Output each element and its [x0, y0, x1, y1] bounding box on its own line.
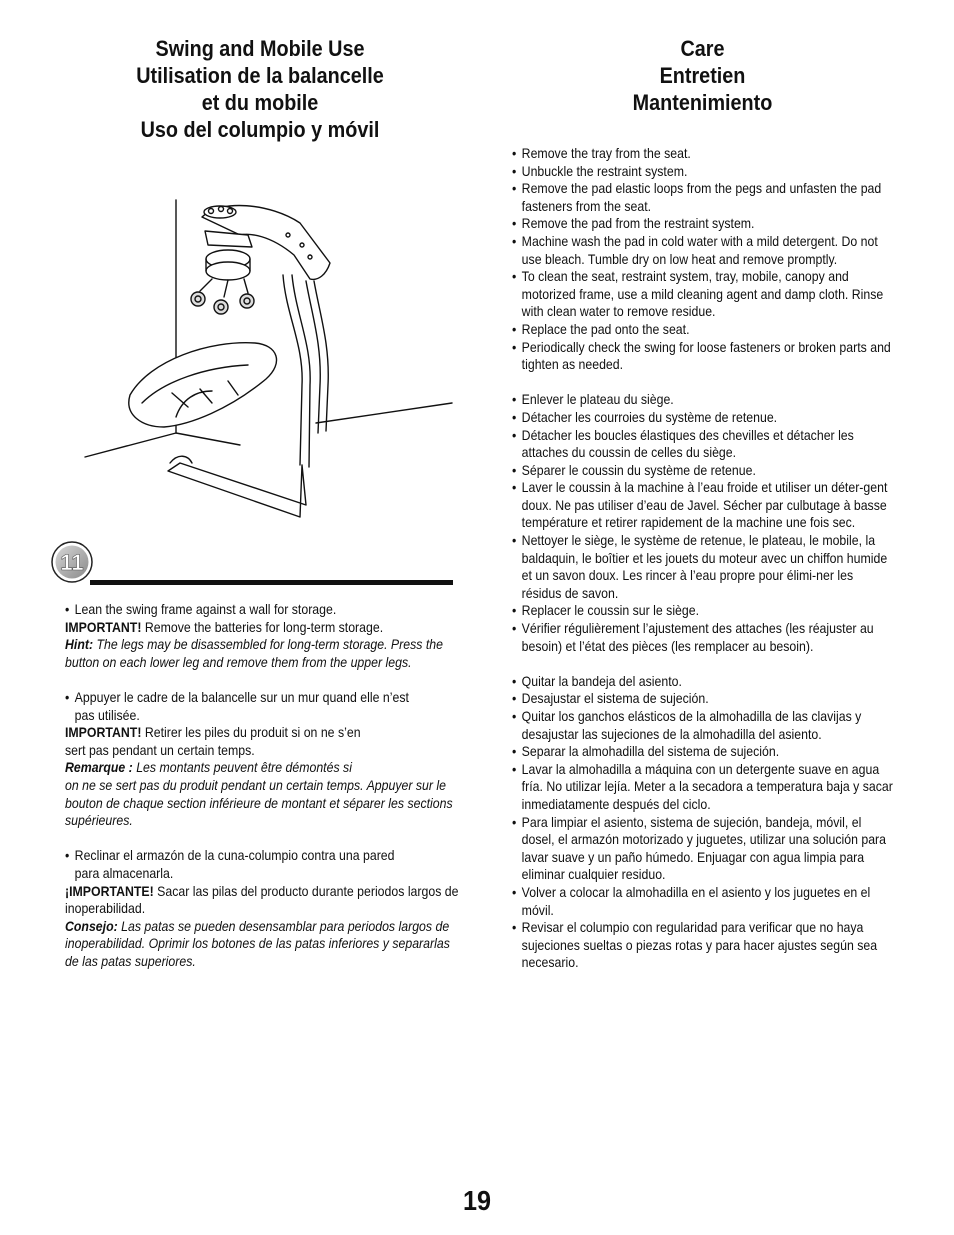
floor-line-base [176, 433, 240, 445]
storage-es [65, 847, 463, 970]
step-11-badge-rule [50, 536, 455, 588]
care-heading [534, 35, 872, 116]
swing-storage-illustration [80, 195, 470, 590]
heading-line-en: Swing and Mobile Use [155, 36, 365, 61]
storage-instructions [65, 601, 463, 988]
care-fr [512, 391, 896, 655]
care-item: • Periodically check the swing for loose fasteners or broken parts and tighten as needed. [512, 339, 896, 374]
care-item: • To clean the seat, restraint system, tray, mobile, canopy and motorized frame, use a mild cleaning agent and damp cloth. Rinse with clean water to remove residue. [512, 268, 896, 321]
storage-en [65, 601, 463, 671]
care-item: • Replacer le coussin sur le siège. [512, 602, 896, 620]
heading-line-fr-2: et du mobile [201, 90, 319, 115]
care-item: • Replace the pad onto the seat. [512, 321, 896, 339]
section-rule [90, 580, 453, 585]
storage-fr-important: IMPORTANT! Retirer les piles du produit si on ne s’en sert pas pendant un certain temps. [65, 724, 361, 758]
swing-mobile-use-heading [71, 35, 449, 143]
heading-line-es: Uso del columpio y móvil [140, 117, 380, 142]
storage-en-important: IMPORTANT! Remove the batteries for long-term storage. [65, 618, 384, 635]
mobile-toy-2 [214, 300, 228, 314]
care-item: • Séparer le coussin du système de retenue. [512, 462, 896, 480]
storage-fr-hint: Remarque : Les montants peuvent être démontés si on ne se sert pas du produit pendant un certain temps. Appuyer sur le bouton de chaque section inférieure de montant et séparer les sections supérieures. [65, 759, 453, 829]
step-number: 11 [60, 550, 84, 575]
care-item: • Remove the pad elastic loops from the pegs and unfasten the pad fasteners from the seat. [512, 180, 896, 215]
care-item: • Vérifier régulièrement l’ajustement des attaches (les réajuster au besoin) et l’état des pièces (les remplacer au besoin). [512, 620, 896, 655]
heading-line-fr-1: Utilisation de la balancelle [136, 63, 384, 88]
heading-line-fr: Entretien [659, 63, 746, 88]
care-es [512, 673, 896, 972]
care-item: • Desajustar el sistema de sujeción. [512, 690, 896, 708]
care-item: • Volver a colocar la almohadilla en el asiento y los juguetes en el móvil. [512, 884, 896, 919]
heading-line-en: Care [680, 36, 725, 61]
mobile-toy-1 [191, 292, 205, 306]
storage-en-bullet: • Lean the swing frame against a wall for storage. [65, 601, 463, 619]
care-item: • Remove the tray from the seat. [512, 145, 896, 163]
care-item: • Revisar el columpio con regularidad para verificar que no haya sujeciones sueltas o piezas rotas y para hacer ajustes según sea necesario. [512, 919, 896, 972]
storage-fr [65, 689, 463, 830]
mobile-toy-3 [240, 294, 254, 308]
care-item: • Para limpiar el asiento, sistema de sujeción, bandeja, móvil, el dosel, el armazón motorizado y juguetes, utilizar una solución para lavar suave y un paño húmedo. Enjuagar con agua limpia para eliminar cualquier residuo. [512, 814, 896, 884]
care-item: • Lavar la almohadilla a máquina con un detergente suave en agua fría. No utilizar lejía. Meter a la secadora a temperatura baja y sacar inmediatamente después del ciclo. [512, 761, 896, 814]
floor-line-left [85, 433, 176, 457]
heading-line-es: Mantenimiento [632, 90, 773, 115]
page-number: 19 [462, 1185, 492, 1216]
care-item: • Détacher les courroies du système de retenue. [512, 409, 896, 427]
upright-leg-front [283, 275, 302, 465]
storage-fr-bullet: • Appuyer le cadre de la balancelle sur un mur quand elle n’est pas utilisée. [65, 689, 409, 724]
swing-seat [129, 343, 277, 427]
storage-es-hint: Consejo: Las patas se pueden desensamblar para periodos largos de inoperabilidad. Oprimir los botones de las patas inferiores y separarlas de las patas superiores. [65, 917, 450, 969]
storage-es-important: ¡IMPORTANTE! Sacar las pilas del producto durante periodos largos de inoperabilidad. [65, 882, 459, 917]
care-item: • Laver le coussin à la machine à l’eau froide et utiliser un déter-gent doux. Ne pas utiliser d’eau de Javel. Sécher par culbutage à basse température et retirer rapidement de la machine une fois sec. [512, 479, 896, 532]
storage-es-bullet: • Reclinar el armazón de la cuna-columpio contra una pared para almacenarla. [65, 847, 418, 882]
care-item: • Enlever le plateau du siège. [512, 391, 896, 409]
care-item: • Quitar los ganchos elásticos de la almohadilla de las clavijas y desajustar las sujeciones de la almohadilla del asiento. [512, 708, 896, 743]
care-item: • Separar la almohadilla del sistema de sujeción. [512, 743, 896, 761]
care-item: • Machine wash the pad in cold water with a mild detergent. Do not use bleach. Tumble dry on low heat and remove promptly. [512, 233, 896, 268]
care-item: • Remove the pad from the restraint system. [512, 215, 896, 233]
base-leg [168, 463, 306, 517]
storage-en-hint: Hint: The legs may be disassembled for long-term storage. Press the button on each lower leg and remove them from the upper legs. [65, 636, 443, 670]
floor-line-right [316, 403, 452, 423]
care-item: • Quitar la bandeja del asiento. [512, 673, 896, 691]
care-instructions [512, 145, 896, 990]
care-item: • Détacher les boucles élastiques des chevilles et détacher les attaches du coussin de celles du siège. [512, 427, 896, 462]
care-en [512, 145, 896, 374]
care-item: • Nettoyer le siège, le système de retenue, le plateau, le mobile, la baldaquin, le boîtier et les jouets du moteur avec un chiffon humide et un savon doux. Les rincer à l’eau propre pour élimi-ner les résidus de savon. [512, 532, 896, 602]
care-item: • Unbuckle the restraint system. [512, 163, 896, 181]
